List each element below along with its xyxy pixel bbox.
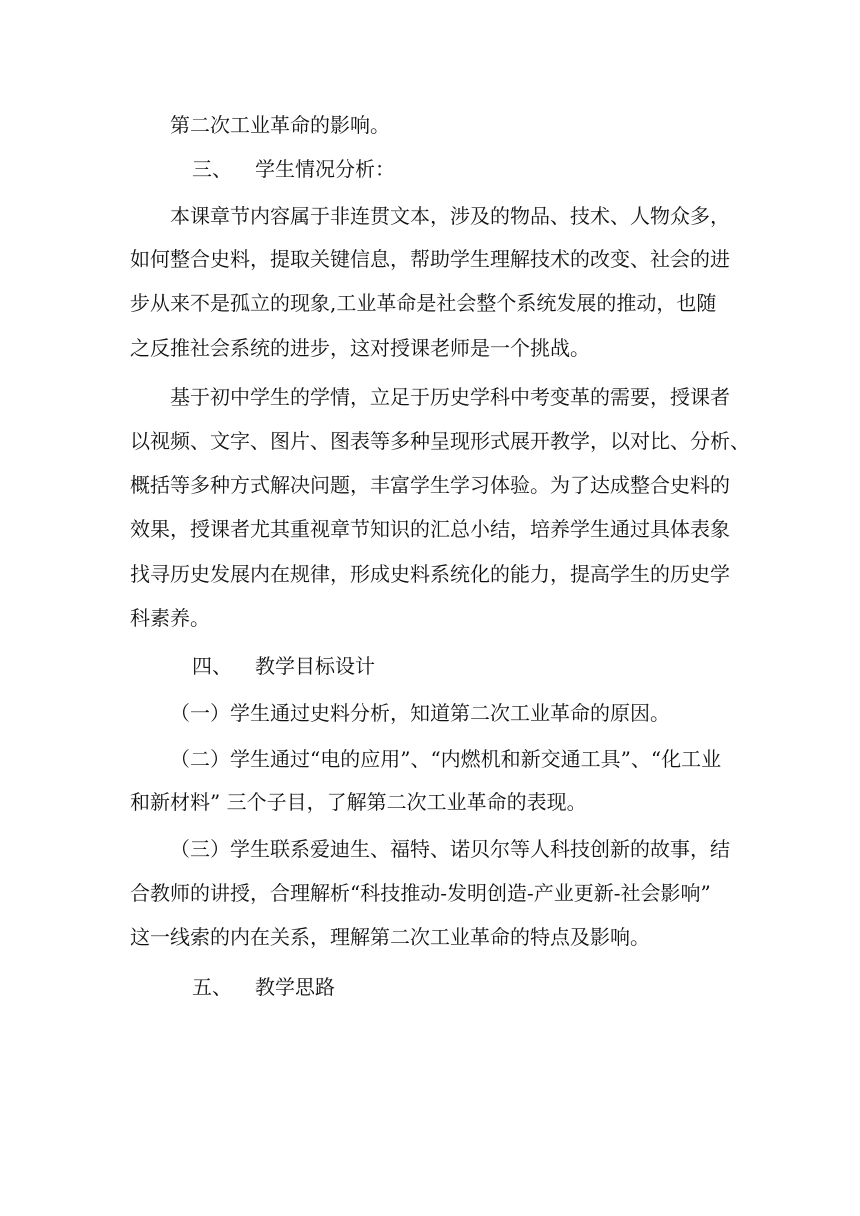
section-4-title: 教学目标设计 [255,654,375,678]
goal-3-line: （三）学生联系爱迪生、福特、诺贝尔等人科技创新的故事，结 [170,837,730,861]
goal-3-line: 合教师的讲授，合理解析“科技推动-发明创造-产业更新-社会影响” [130,881,711,905]
paragraph-line: 基于初中学生的学情，立足于历史学科中考变革的需要，授课者 [170,385,730,409]
paragraph-line: 找寻历史发展内在规律，形成史料系统化的能力，提高学生的历史学 [130,562,730,586]
continuation-text: 第二次工业革命的影响。 [170,113,390,137]
paragraph-line: 本课章节内容属于非连贯文本，涉及的物品、技术、人物众多， [170,204,730,228]
section-5-number: 五、 [192,975,232,999]
goal-1-line: （一）学生通过史料分析，知道第二次工业革命的原因。 [170,701,670,725]
section-4-number: 四、 [192,654,232,678]
paragraph-line: 以视频、文字、图片、图表等多种呈现形式展开教学，以对比、分析、 [130,429,750,453]
paragraph-line: 概括等多种方式解决问题，丰富学生学习体验。为了达成整合史料的 [130,473,730,497]
section-5-title: 教学思路 [255,975,335,999]
paragraph-line: 之反推社会系统的进步，这对授课老师是一个挑战。 [130,336,590,360]
goal-2-line: 和新材料” 三个子目，了解第二次工业革命的表现。 [130,790,587,814]
paragraph-line: 如何整合史料，提取关键信息，帮助学生理解技术的改变、社会的进 [130,247,730,271]
section-3-title: 学生情况分析： [255,157,395,181]
goal-3-line: 这一线索的内在关系，理解第二次工业革命的特点及影响。 [130,925,650,949]
goal-2-line: （二）学生通过“电的应用”、“内燃机和新交通工具”、“化工业 [170,747,722,771]
paragraph-line: 效果，授课者尤其重视章节知识的汇总小结，培养学生通过具体表象 [130,517,730,541]
paragraph-line: 步从来不是孤立的现象,工业革命是社会整个系统发展的推动，也随 [130,291,717,315]
paragraph-line: 科素养。 [130,606,210,630]
section-3-number: 三、 [192,157,232,181]
